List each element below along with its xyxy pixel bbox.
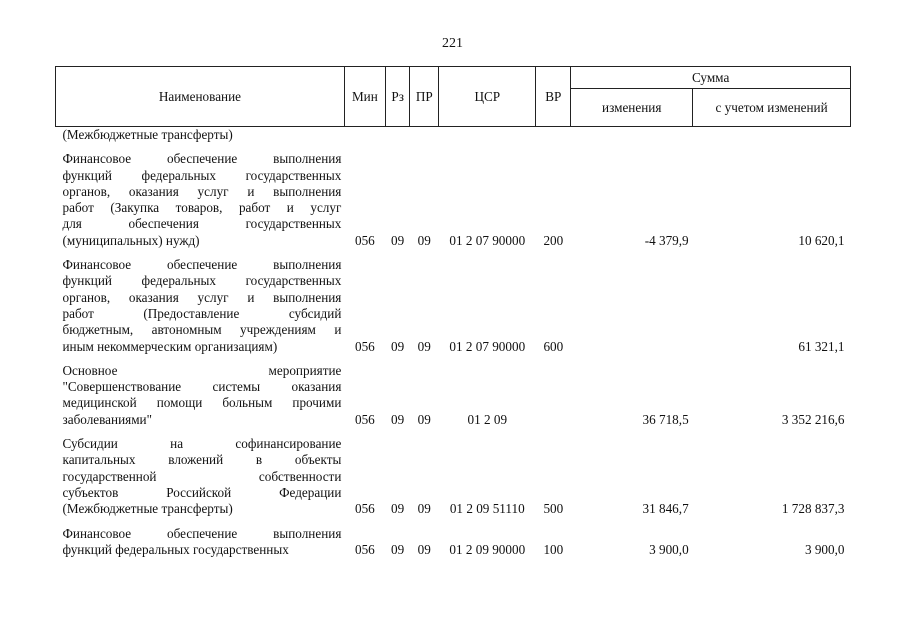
row-description: [56, 151, 345, 249]
cell-min: 056: [354, 232, 375, 248]
header-pr: ПР: [410, 67, 439, 127]
cell-total: 3 900,0: [804, 541, 845, 557]
cell-min: 056: [354, 411, 375, 427]
description-line: Финансовое обеспечение выполнения: [62, 151, 342, 167]
cell-rz: 09: [391, 338, 405, 354]
cell-vr: 500: [543, 501, 564, 517]
cell-rz: 09: [391, 411, 405, 427]
description-line: работ (Закупка товаров, работ и услуг: [62, 200, 342, 216]
description-line: заболеваниями": [62, 411, 152, 427]
cell-csr: 01 2 09 90000: [449, 541, 526, 557]
row-spacer: [56, 143, 851, 151]
cell-csr: 01 2 09: [467, 411, 508, 427]
cell-min: 056: [354, 541, 375, 557]
cell-min: 056: [354, 338, 375, 354]
row-description: [56, 363, 345, 428]
cell-vr: [536, 127, 571, 144]
cell-rz: 09: [391, 232, 405, 248]
row-spacer: [56, 518, 851, 526]
description-line: капитальных вложений в объекты: [62, 452, 342, 468]
description-line: функций федеральных государственных: [62, 273, 342, 289]
header-csr: ЦСР: [439, 67, 536, 127]
header-min: Мин: [344, 67, 385, 127]
description-line: иным некоммерческим организациям): [62, 338, 278, 354]
row-description: [56, 127, 345, 144]
row-spacer: [56, 249, 851, 257]
cell-total: 10 620,1: [798, 232, 845, 248]
description-line: медицинской помощи больным прочими: [62, 395, 342, 411]
cell-vr: 600: [543, 338, 564, 354]
cell-total: 61 321,1: [798, 338, 845, 354]
cell-csr: [439, 127, 536, 144]
cell-csr: 01 2 09 51110: [449, 501, 525, 517]
cell-pr: 09: [417, 232, 431, 248]
row-description: [56, 526, 345, 559]
description-line: Финансовое обеспечение выполнения: [62, 525, 342, 541]
description-line: (Межбюджетные трансферты): [62, 127, 233, 142]
table-row: [56, 363, 851, 428]
description-line: органов, оказания услуг и выполнения: [62, 183, 342, 199]
cell-change: [571, 127, 693, 144]
cell-csr: 01 2 07 90000: [449, 232, 526, 248]
header-vr: ВР: [536, 67, 571, 127]
cell-change: [571, 257, 693, 355]
header-sum: Сумма: [571, 67, 851, 89]
description-line: для обеспечения государственных: [62, 216, 342, 232]
page-number: 221: [442, 36, 463, 51]
row-description: [56, 257, 345, 355]
cell-pr: 09: [417, 338, 431, 354]
cell-change: 36 718,5: [642, 411, 689, 427]
description-line: Финансовое обеспечение выполнения: [62, 257, 342, 273]
cell-vr: 200: [543, 232, 564, 248]
cell-vr: [536, 363, 571, 428]
description-line: субъектов Российской Федерации: [62, 484, 342, 500]
header-rz: Рз: [385, 67, 410, 127]
cell-vr: 100: [543, 541, 564, 557]
header-change: изменения: [571, 89, 693, 127]
description-line: (муниципальных) нужд): [62, 232, 200, 248]
header-name: Наименование: [56, 67, 345, 127]
cell-rz: 09: [391, 541, 405, 557]
table-row: [56, 151, 851, 249]
table-row: [56, 526, 851, 559]
cell-total: 1 728 837,3: [781, 501, 845, 517]
description-line: функций федеральных государственных: [62, 541, 289, 557]
row-description: [56, 436, 345, 517]
header-with-change: с учетом изменений: [693, 89, 851, 127]
description-line: функций федеральных государственных: [62, 167, 342, 183]
cell-change: 3 900,0: [649, 541, 689, 557]
description-line: "Совершенствование системы оказания: [62, 379, 342, 395]
description-line: органов, оказания услуг и выполнения: [62, 289, 342, 305]
row-spacer: [56, 428, 851, 436]
cell-pr: 09: [417, 501, 431, 517]
cell-csr: 01 2 07 90000: [449, 338, 526, 354]
cell-pr: 09: [417, 541, 431, 557]
cell-min: [344, 127, 385, 144]
cell-rz: [385, 127, 410, 144]
table-row: [56, 257, 851, 355]
table-row: [56, 436, 851, 517]
description-line: бюджетным, автономным учреждениям и: [62, 322, 342, 338]
cell-rz: 09: [391, 501, 405, 517]
cell-change: 31 846,7: [642, 501, 689, 517]
cell-change: -4 379,9: [644, 232, 689, 248]
description-line: государственной собственности: [62, 468, 342, 484]
row-spacer: [56, 355, 851, 363]
budget-table: [55, 66, 851, 558]
cell-total: [693, 127, 851, 144]
table-row: [56, 127, 851, 144]
description-line: (Межбюджетные трансферты): [62, 501, 233, 517]
description-line: Субсидии на софинансирование: [62, 436, 342, 452]
cell-total: 3 352 216,6: [781, 411, 845, 427]
cell-min: 056: [354, 501, 375, 517]
cell-pr: 09: [417, 411, 431, 427]
cell-pr: [410, 127, 439, 144]
description-line: работ (Предоставление субсидий: [62, 305, 342, 321]
description-line: Основное мероприятие: [62, 362, 342, 378]
